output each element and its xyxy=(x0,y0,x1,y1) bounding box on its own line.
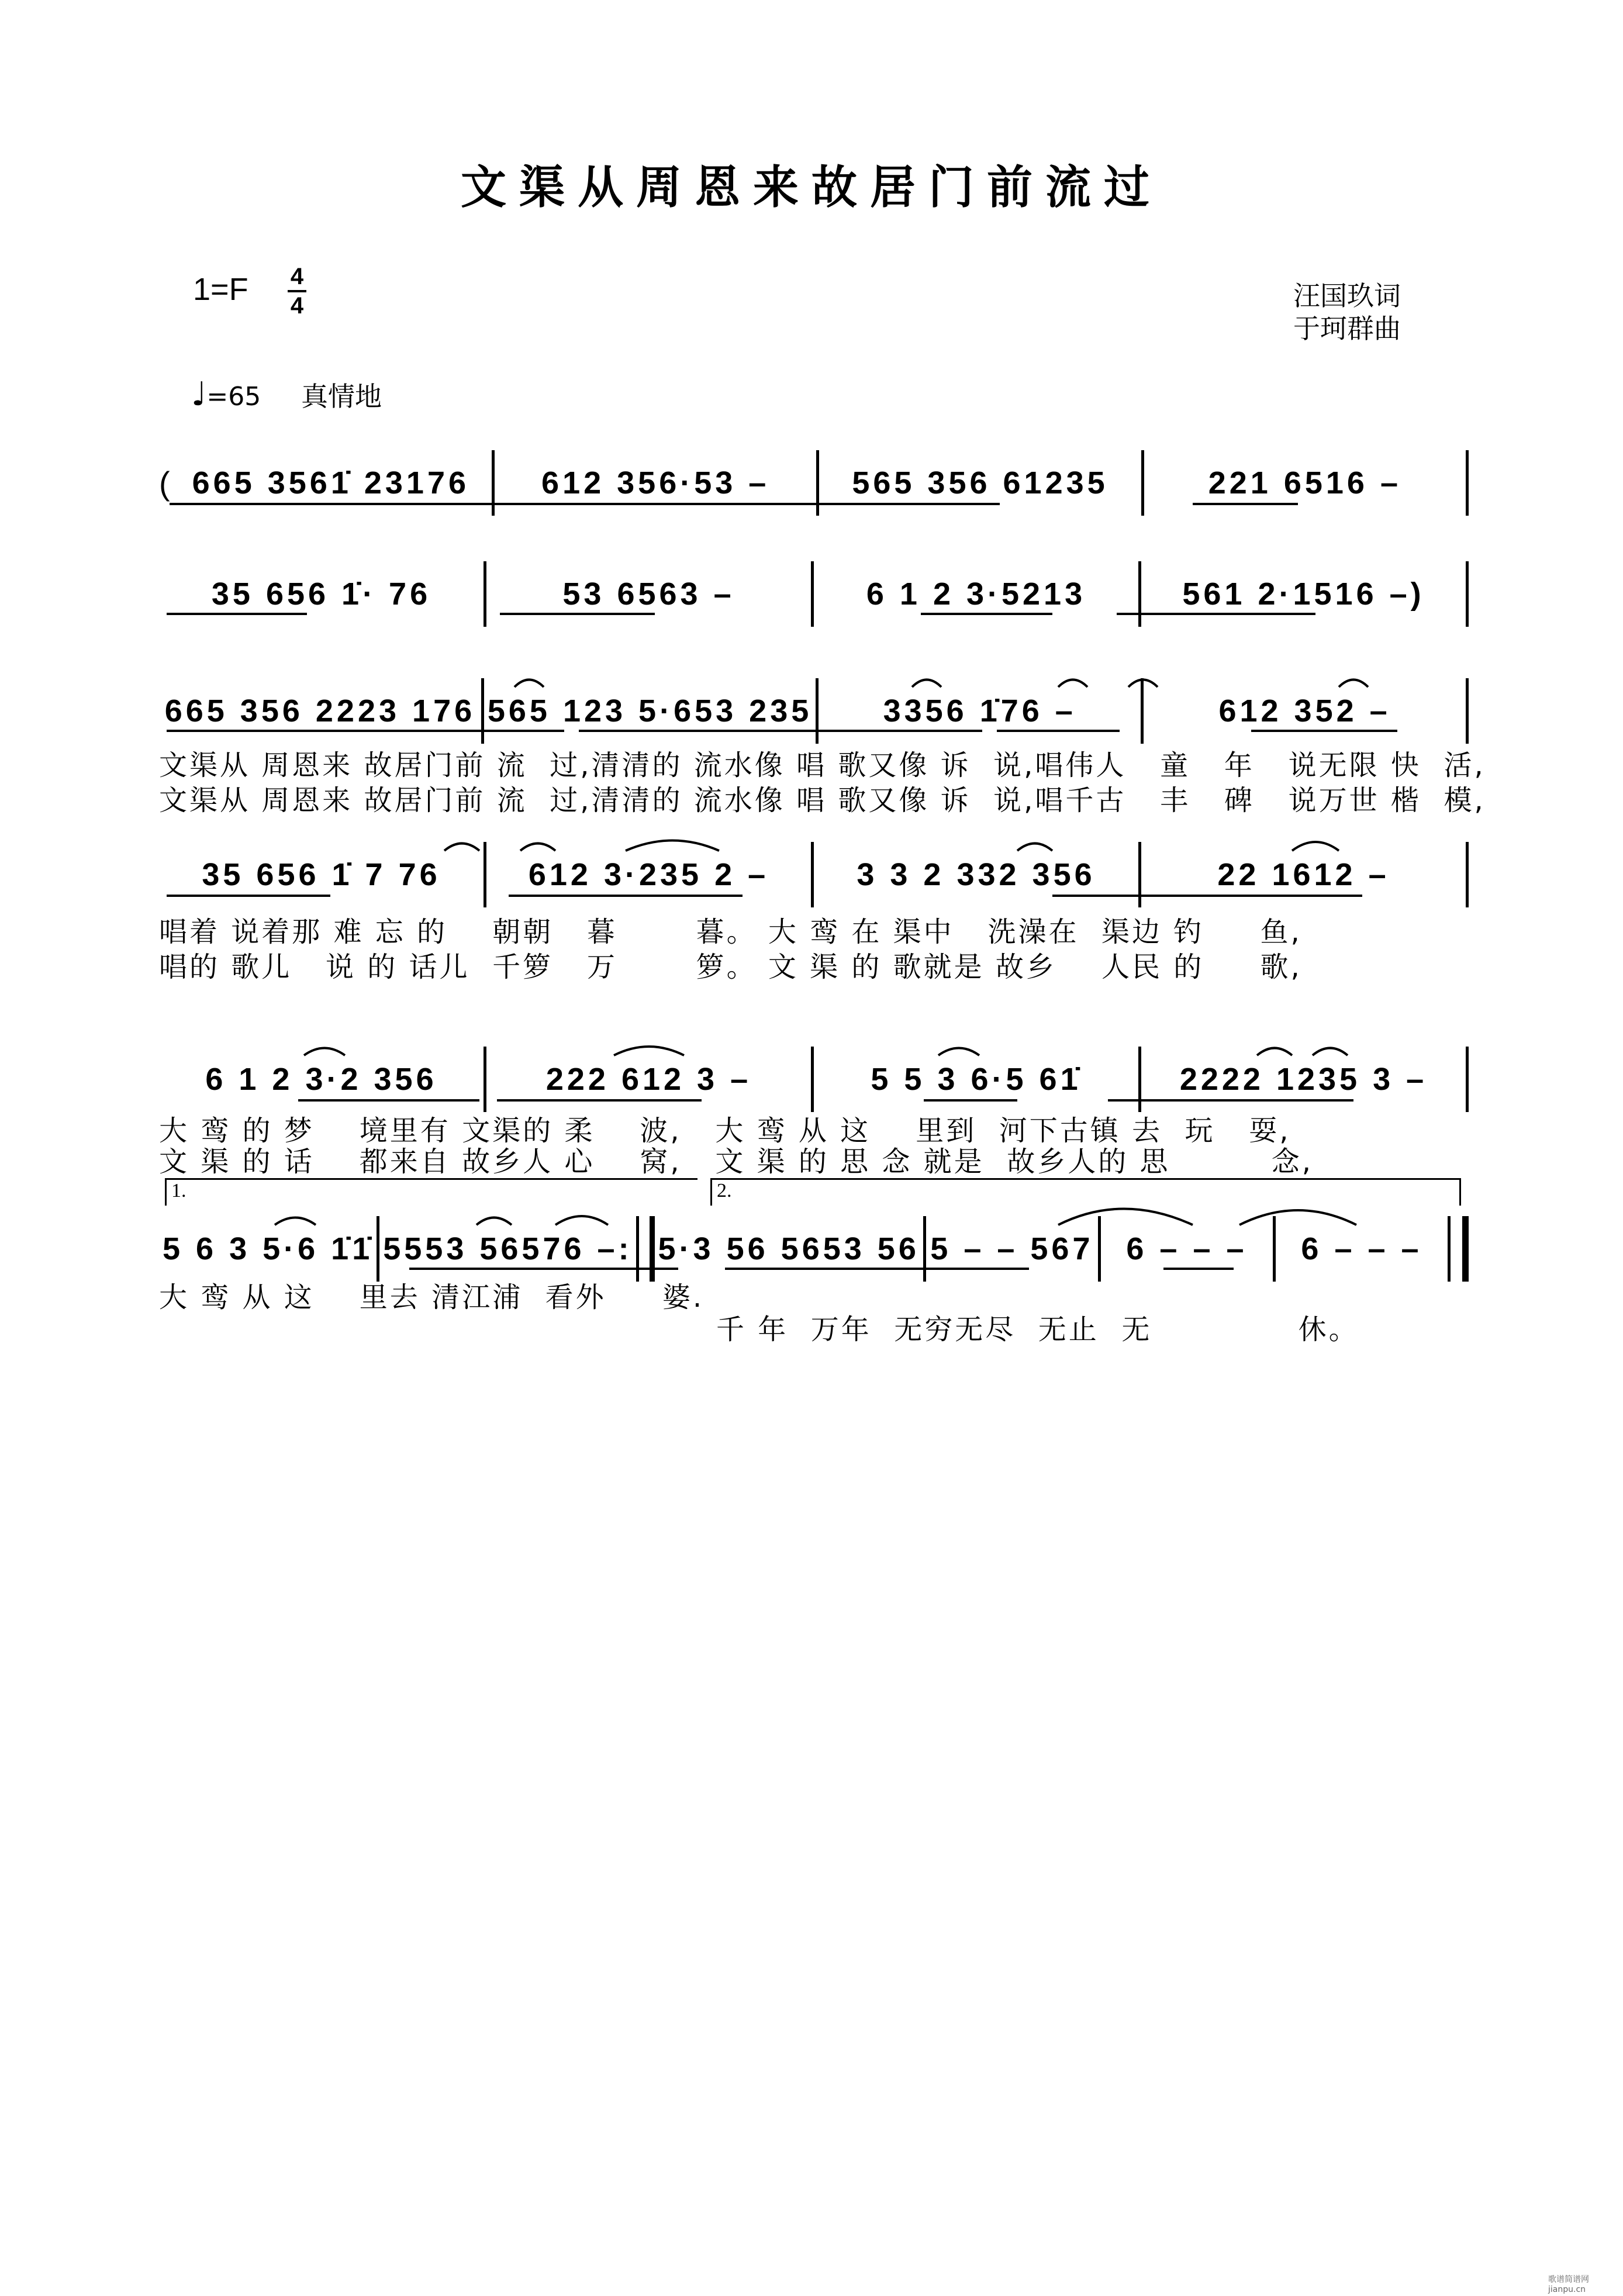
underline-beam xyxy=(167,613,307,615)
lyric-line-verse1: 文渠从 周恩来 故居门前 流 过,清清的 流水像 唱 歌又像 诉 说,唱伟人 童 年 说无限 快 活, xyxy=(159,749,1486,782)
staff-system-3 xyxy=(159,678,1469,744)
key-signature: 1=F xyxy=(193,272,248,307)
meter-top: 4 xyxy=(290,264,304,289)
barline xyxy=(1466,678,1469,744)
song-title: 文渠从周恩来故居门前流过 xyxy=(460,161,1162,214)
staff-system-1 xyxy=(159,450,1469,516)
underline-beam xyxy=(1108,1099,1353,1102)
measure: 565 356 61235 xyxy=(852,465,1109,500)
underline-beam xyxy=(1052,895,1210,897)
underline-beam xyxy=(579,730,982,732)
time-signature xyxy=(285,264,309,318)
tempo-value: =65 xyxy=(206,382,261,412)
measure: 5 6 3 5·6 1̇1̇ xyxy=(163,1231,374,1266)
measure: 561 2·1516 –) xyxy=(1182,576,1425,612)
staff-system-6 xyxy=(159,1216,1469,1282)
underline-beam xyxy=(167,730,564,732)
measure: 3 3 2 332 356 xyxy=(857,857,1096,892)
volta-first-ending: 1. xyxy=(165,1178,697,1206)
lyric-line-verse1: 大 鸾 的 梦 境里有 文渠的 柔 波, 大 鸾 从 这 里到 河下古镇 去 玩 耍, xyxy=(159,1114,1291,1147)
quarter-note-icon: ♩ xyxy=(191,375,207,413)
lyric-line-second-ending: 千 年 万年 无穷无尽 无止 无 休。 xyxy=(716,1313,1359,1346)
measure: 6 1 2 3·2 356 xyxy=(205,1062,437,1097)
measure: 665 3561̇ 23176 xyxy=(192,465,470,500)
underline-beam xyxy=(1117,613,1315,615)
measure: 3356 1̇76 – xyxy=(883,693,1076,728)
meter-bottom: 4 xyxy=(290,293,304,319)
underline-beam xyxy=(725,1268,1029,1270)
underline-beam xyxy=(170,503,1000,505)
lyric-line-verse2: 唱的 歌儿 说 的 话儿 千箩 万 箩。 文 渠 的 歌就是 故乡 人民 的 歌, xyxy=(159,951,1302,983)
measure: 222 612 3 – xyxy=(545,1062,752,1097)
lyric-line-verse2: 文 渠 的 话 都来自 故乡人 心 窝, 文 渠 的 思 念 就是 故乡人的 思 念, xyxy=(159,1145,1314,1178)
tempo-marking xyxy=(191,375,261,413)
measure: 5 5 3 6·5 61̇ xyxy=(871,1062,1082,1097)
underline-beam xyxy=(298,1099,479,1102)
measure: 5553 56576 –: xyxy=(383,1231,633,1266)
underline-beam xyxy=(1199,895,1362,897)
staff-system-4 xyxy=(159,842,1469,907)
underline-beam xyxy=(1251,730,1397,732)
measure: 6 – – – xyxy=(1126,1231,1248,1266)
measure: 665 356 2223 176 xyxy=(164,693,476,728)
lyric-line-verse2: 文渠从 周恩来 故居门前 流 过,清清的 流水像 唱 歌又像 诉 说,唱千古 丰 碑 说万世 楷 模, xyxy=(159,784,1486,817)
underline-beam xyxy=(921,613,1052,615)
measure: 5·3 56 5653 56 xyxy=(658,1231,920,1266)
intro-parenthesis: ( xyxy=(159,464,170,502)
lyric-line-first-ending: 大 鸾 从 这 里去 清江浦 看外 婆. xyxy=(159,1281,705,1314)
barline xyxy=(1466,1047,1469,1112)
underline-beam xyxy=(497,1099,702,1102)
underline-beam xyxy=(409,1268,678,1270)
barline xyxy=(1466,842,1469,907)
measure: 612 356·53 – xyxy=(541,465,770,500)
underline-beam xyxy=(167,895,330,897)
measure: 22 1612 – xyxy=(1217,857,1390,892)
measure: 612 3·235 2 – xyxy=(528,857,769,892)
underline-beam xyxy=(924,1099,1017,1102)
staff-system-5 xyxy=(159,1047,1469,1112)
composer-credit: 于珂群曲 xyxy=(1293,313,1401,344)
underline-beam xyxy=(1193,503,1298,505)
site-watermark: 歌谱简谱网 jianpu.cn xyxy=(1548,2275,1589,2294)
repeat-barline xyxy=(636,1216,655,1282)
meter-line xyxy=(288,290,306,292)
measure: 612 352 – xyxy=(1218,693,1391,728)
measure: 6 – – – xyxy=(1301,1231,1422,1266)
underline-beam xyxy=(1163,1268,1234,1270)
lyricist-credit: 汪国玖词 xyxy=(1293,280,1401,312)
final-barline xyxy=(1448,1216,1469,1282)
measure: 221 6516 – xyxy=(1208,465,1401,500)
underline-beam xyxy=(997,730,1120,732)
measure: 6 1 2 3·5213 xyxy=(866,576,1086,612)
underline-beam xyxy=(509,895,743,897)
expression-marking: 真情地 xyxy=(301,381,382,412)
lyric-line-verse1: 唱着 说着那 难 忘 的 朝朝 暮 暮。 大 鸾 在 渠中 洗澡在 渠边 钓 鱼, xyxy=(159,916,1302,948)
measure: 53 6563 – xyxy=(562,576,735,612)
barline xyxy=(1466,561,1469,627)
measure: 2222 1235 3 – xyxy=(1179,1062,1428,1097)
barline xyxy=(1466,450,1469,516)
staff-system-2 xyxy=(159,561,1469,627)
measure: 565 123 5·653 235 xyxy=(487,693,813,728)
measure: 35 656 1̇ 7 76 xyxy=(202,857,441,892)
measure: 35 656 1̇· 76 xyxy=(211,576,431,612)
underline-beam xyxy=(500,613,655,615)
measure: 5 – – 567 xyxy=(930,1231,1094,1266)
volta-second-ending: 2. xyxy=(710,1178,1461,1206)
